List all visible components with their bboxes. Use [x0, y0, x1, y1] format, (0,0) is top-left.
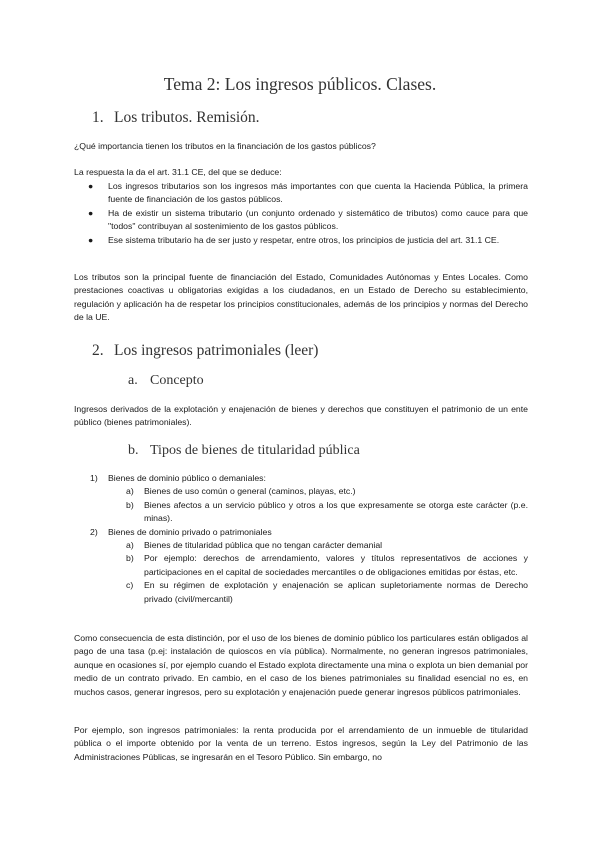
- subsection-b-heading: [128, 443, 360, 459]
- section-1-heading: [92, 109, 260, 127]
- section-2-heading: [92, 342, 318, 360]
- subsection-a-heading: [128, 373, 204, 389]
- list-item: ● Los ingresos tributarios son los ingresos más importantes con que cuenta la Hacienda Pública, la primera fuente de financiación de los gastos públicos.: [88, 181, 528, 205]
- list-item: b) Bienes afectos a un servicio público y otros a los que expresamente se otorga este carácter (p.e. minas).: [126, 499, 528, 524]
- subsection-b-title: Tipos de bienes de titularidad pública: [150, 443, 360, 458]
- subsection-a-number: a.: [128, 373, 138, 388]
- section-1-intro: La respuesta la da el art. 31.1 CE, del que se deduce:: [74, 167, 282, 177]
- list-item: c) En su régimen de explotación y enajenación se aplican supletoriamente normas de Derecho privado (civil/mercantil): [126, 580, 528, 604]
- list-item: a) Bienes de uso común o general (caminos, playas, etc.): [126, 486, 356, 497]
- bienes-types-list: [74, 472, 528, 606]
- section-1-title: Los tributos. Remisión.: [114, 109, 260, 126]
- bullet-icon: ●: [88, 181, 94, 191]
- page-title: Tema 2: Los ingresos públicos. Clases.: [163, 74, 437, 94]
- list-item: ● Ha de existir un sistema tributario (un conjunto ordenado y sistemático de tributos) como cauce para que "todos" contribuyan al sostenimiento de los gastos públicos.: [88, 207, 528, 232]
- subsection-b-number: b.: [128, 443, 139, 458]
- section-1-number: 1.: [92, 109, 104, 126]
- bullet-icon: ●: [88, 207, 94, 218]
- list-item: 2) Bienes de dominio privado o patrimoniales: [90, 526, 272, 537]
- list-item: 1) Bienes de dominio público o demaniales:: [90, 473, 266, 483]
- list-item: b) Por ejemplo: derechos de arrendamiento, valores y títulos representativos de acciones y participaciones en el capital de sociedades mercantiles o de obligaciones emitidas por éstas, etc.: [126, 553, 528, 577]
- bullet-icon: ●: [88, 234, 94, 245]
- subsection-b-paragraph-1: Como consecuencia de esta distinción, por el uso de los bienes de dominio público los particulares están obligados al pago de una tasa (p.ej: instalación de quioscos en vía pública). Normalmente, no generan ingresos patrimoniales, aunque en ocasiones sí, por ejemplo cuando el Estado explota directamente una mina o explota un bien demanial por medio de un contrato privado. En cambio, en el caso de los bienes patrimoniales su finalidad esencial no es, en muchos casos, generar ingresos, pero su explotación y enajenación puede generar ingresos públicos patrimoniales.: [74, 633, 528, 697]
- section-1-paragraph: Los tributos son la principal fuente de financiación del Estado, Comunidades Autónomas y Entes Locales. Como prestaciones coactivas u obligatorias exigidas a los ciudadanos, en un Estado de Derecho su establecimiento, regulación y aplicación ha de respetar los principios constitucionales, además de los principios y normas del Derecho de la UE.: [74, 272, 528, 323]
- list-item: ● Ese sistema tributario ha de ser justo y respetar, entre otros, los principios de justicia del art. 31.1 CE.: [74, 234, 528, 247]
- subsection-b-paragraph-2: Por ejemplo, son ingresos patrimoniales: la renta producida por el arrendamiento de un inmueble de titularidad pública o el importe obtenido por la venta de un terreno. Estos ingresos, según la Ley del Patrimonio de las Administraciones Públicas, se ingresarán en el Tesoro Público. Sin embargo, no: [74, 725, 528, 762]
- section-2-number: 2.: [92, 342, 104, 359]
- subsection-a-title: Concepto: [150, 373, 204, 388]
- section-1-question: ¿Qué importancia tienen los tributos en la financiación de los gastos públicos?: [74, 141, 376, 151]
- section-2-title: Los ingresos patrimoniales (leer): [114, 342, 319, 359]
- list-item: a) Bienes de titularidad pública que no tengan carácter demanial: [126, 540, 383, 551]
- section-1-bullet-list: [74, 180, 528, 247]
- subsection-a-text: Ingresos derivados de la explotación y enajenación de bienes y derechos que constituyen el patrimonio de un ente público (bienes patrimoniales).: [74, 404, 528, 428]
